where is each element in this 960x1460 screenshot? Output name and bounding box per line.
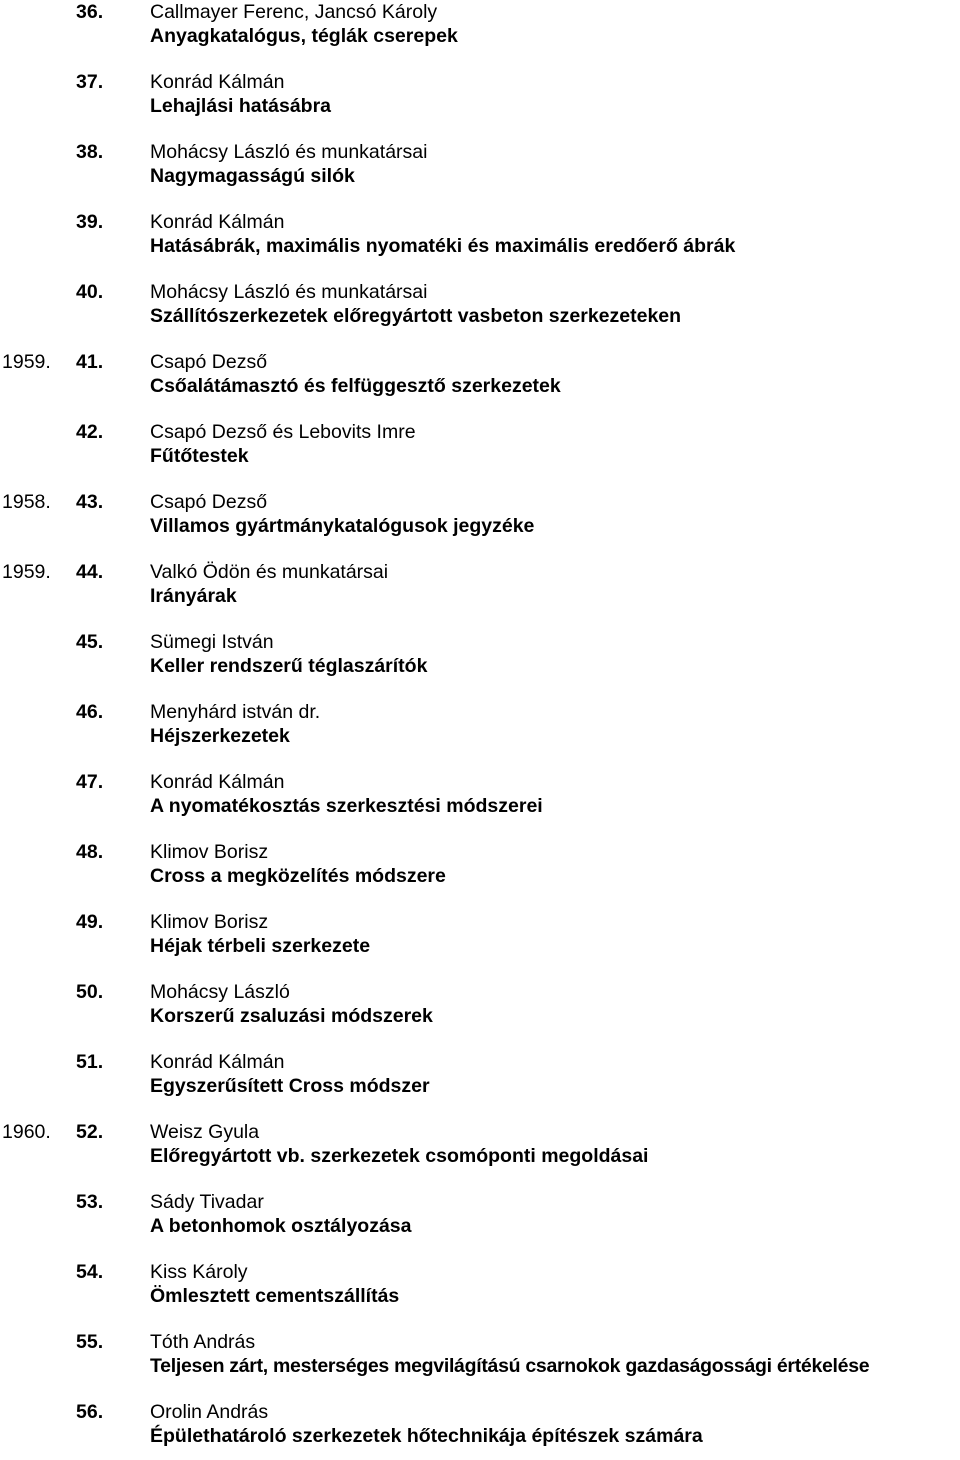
- entry-number: 41.: [76, 351, 104, 373]
- entry-title: Lehajlási hatásábra: [150, 95, 332, 117]
- entry-number: 42.: [76, 421, 104, 443]
- entry-author: Konrád Kálmán: [150, 771, 285, 793]
- list-item: [0, 630, 960, 690]
- entry-number: 55.: [76, 1331, 104, 1353]
- list-item: [0, 210, 960, 270]
- entry-number: 50.: [76, 981, 104, 1003]
- entry-number: 52.: [76, 1121, 104, 1143]
- entry-title: Héjszerkezetek: [150, 725, 290, 747]
- entry-author: Klimov Borisz: [150, 841, 269, 863]
- entry-number: 49.: [76, 911, 104, 933]
- entry-author: Mohácsy László és munkatársai: [150, 281, 428, 303]
- list-item: [0, 140, 960, 200]
- entry-author: Kiss Károly: [150, 1261, 248, 1283]
- entry-author: Callmayer Ferenc, Jancsó Károly: [150, 1, 438, 23]
- entry-number: 44.: [76, 561, 104, 583]
- list-item: [0, 980, 960, 1040]
- entry-title: Korszerű zsaluzási módszerek: [150, 1005, 433, 1027]
- entry-number: 40.: [76, 281, 104, 303]
- entry-title: Villamos gyártmánykatalógusok jegyzéke: [150, 515, 535, 537]
- entry-author: Orolin András: [150, 1401, 269, 1423]
- list-item: [0, 770, 960, 830]
- entry-author: Valkó Ödön és munkatársai: [150, 561, 389, 583]
- entry-title: Fűtőtestek: [150, 445, 249, 467]
- entry-author: Konrád Kálmán: [150, 71, 285, 93]
- entry-author: Sády Tivadar: [150, 1191, 264, 1213]
- entry-title: Csőalátámasztó és felfüggesztő szerkezetek: [150, 375, 561, 397]
- entry-number: 47.: [76, 771, 104, 793]
- entry-title: Épülethatároló szerkezetek hőtechnikája építészek számára: [150, 1425, 703, 1447]
- entry-author: Tóth András: [150, 1331, 256, 1353]
- list-item: [0, 910, 960, 970]
- list-item: [0, 420, 960, 480]
- entry-number: 51.: [76, 1051, 104, 1073]
- entry-title: Nagymagasságú silók: [150, 165, 355, 187]
- entry-number: 46.: [76, 701, 104, 723]
- entry-title: Ömlesztett cementszállítás: [150, 1285, 400, 1307]
- entry-number: 38.: [76, 141, 104, 163]
- entry-author: Menyhárd istván dr.: [150, 701, 321, 723]
- entry-year: 1959.: [2, 561, 51, 583]
- entry-author: Mohácsy László és munkatársai: [150, 141, 428, 163]
- list-item: [0, 1190, 960, 1250]
- list-item: [0, 700, 960, 760]
- entry-number: 53.: [76, 1191, 104, 1213]
- entry-title: Teljesen zárt, mesterséges megvilágítású csarnokok gazdaságossági értékelése: [150, 1355, 870, 1377]
- list-item: [0, 490, 960, 550]
- entry-title: A betonhomok osztályozása: [150, 1215, 412, 1237]
- list-item: [0, 560, 960, 620]
- entry-number: 37.: [76, 71, 104, 93]
- entry-author: Mohácsy László: [150, 981, 290, 1003]
- entry-author: Weisz Gyula: [150, 1121, 260, 1143]
- entry-number: 45.: [76, 631, 104, 653]
- list-item: [0, 1050, 960, 1110]
- entry-author: Csapó Dezső és Lebovits Imre: [150, 421, 416, 443]
- list-item: [0, 350, 960, 410]
- entry-number: 43.: [76, 491, 104, 513]
- entry-title: Szállítószerkezetek előregyártott vasbeton szerkezeteken: [150, 305, 682, 327]
- list-item: [0, 70, 960, 130]
- list-item: [0, 1330, 960, 1390]
- list-item: [0, 1400, 960, 1460]
- entry-title: Egyszerűsített Cross módszer: [150, 1075, 430, 1097]
- entry-author: Csapó Dezső: [150, 491, 268, 513]
- entry-number: 56.: [76, 1401, 104, 1423]
- entry-author: Klimov Borisz: [150, 911, 269, 933]
- entry-number: 39.: [76, 211, 104, 233]
- entry-author: Konrád Kálmán: [150, 211, 285, 233]
- entry-author: Konrád Kálmán: [150, 1051, 285, 1073]
- entry-title: Cross a megközelítés módszere: [150, 865, 446, 887]
- entry-title: Anyagkatalógus, téglák cserepek: [150, 25, 458, 47]
- entry-number: 54.: [76, 1261, 104, 1283]
- entry-number: 36.: [76, 1, 104, 23]
- list-item: [0, 280, 960, 340]
- entry-author: Csapó Dezső: [150, 351, 268, 373]
- list-item: [0, 1260, 960, 1320]
- entry-title: A nyomatékosztás szerkesztési módszerei: [150, 795, 543, 817]
- entry-year: 1958.: [2, 491, 51, 513]
- entry-title: Hatásábrák, maximális nyomatéki és maximális eredőerő ábrák: [150, 235, 736, 257]
- entry-number: 48.: [76, 841, 104, 863]
- list-item: [0, 1120, 960, 1180]
- entry-title: Irányárak: [150, 585, 237, 607]
- entry-title: Keller rendszerű téglaszárítók: [150, 655, 428, 677]
- entry-title: Héjak térbeli szerkezete: [150, 935, 371, 957]
- entry-author: Sümegi István: [150, 631, 274, 653]
- entry-title: Előregyártott vb. szerkezetek csomóponti megoldásai: [150, 1145, 649, 1167]
- entry-year: 1960.: [2, 1121, 51, 1143]
- entry-year: 1959.: [2, 351, 51, 373]
- list-item: [0, 840, 960, 900]
- list-item: [0, 0, 960, 60]
